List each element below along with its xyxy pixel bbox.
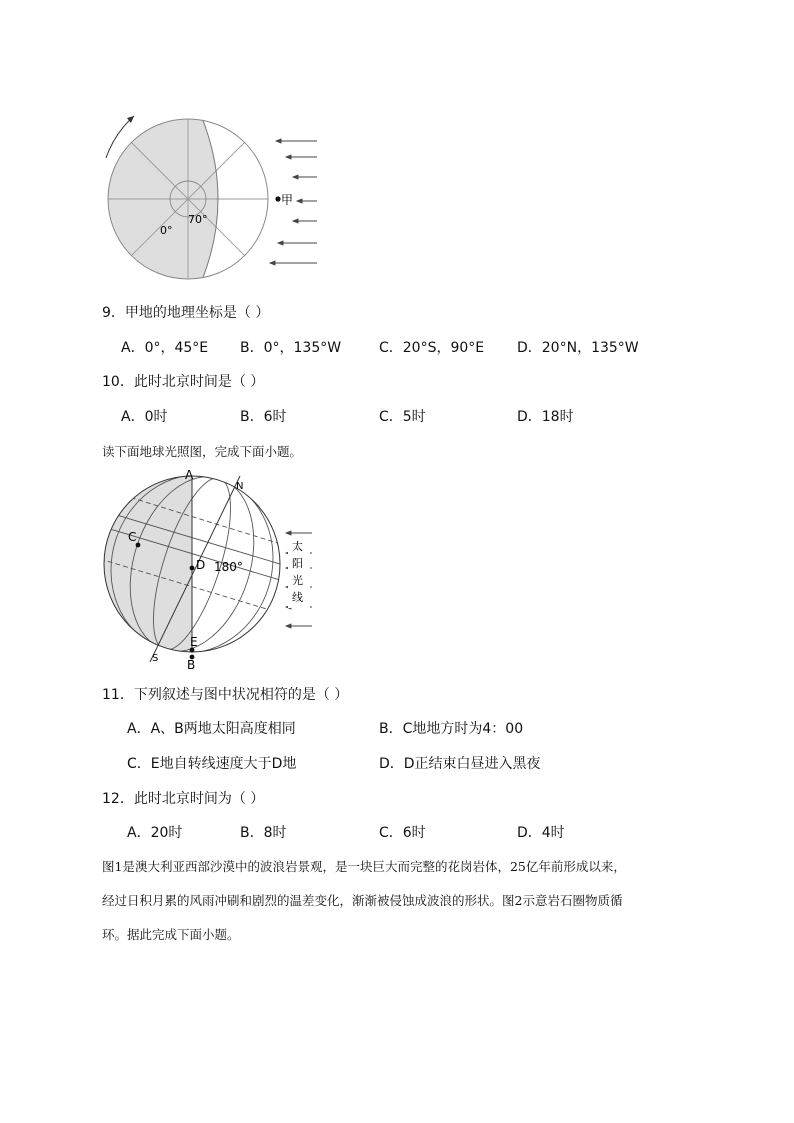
sunlight-char-1: 太 [292,540,303,553]
question-12-option-c[interactable]: C．6时 [379,825,426,841]
question-11-option-d[interactable]: D．D正结束白昼进入黑夜 [379,756,541,772]
sunlight-char-2: 阳 [292,557,303,570]
question-10-option-d[interactable]: D．18时 [517,409,574,425]
label-180: 180° [214,560,243,574]
night-region [100,466,192,666]
label-jia: 甲 [281,193,294,207]
label-b: B [187,658,196,672]
question-9-option-d[interactable]: D．20°N，135°W [517,340,639,356]
question-12-option-b[interactable]: B．8时 [240,825,287,841]
label-0: 0° [160,224,173,237]
label-d: D [196,558,206,572]
label-a: A [185,468,194,482]
question-12-option-a[interactable]: A．20时 [127,825,183,841]
question-12-option-d[interactable]: D．4时 [517,825,565,841]
intro-illumination-figure: 读下面地球光照图，完成下面小题。 [102,444,303,459]
question-10-option-a[interactable]: A．0时 [121,409,168,425]
question-9-stem: 9．甲地的地理坐标是（ ） [102,305,270,321]
passage-line-1: 图1是澳大利亚西部沙漠中的波浪岩景观，是一块巨大而完整的花岗岩体，25亿年前形成以来， [102,859,626,874]
label-c: C [128,530,137,544]
question-9-option-a[interactable]: A．0°，45°E [121,340,209,356]
sunlight-char-3: 光 [292,574,303,587]
label-70: 70° [188,213,208,226]
question-9-option-c[interactable]: C．20°S，90°E [379,340,485,356]
sunlight-arrows [270,139,317,265]
label-s: S [152,653,159,664]
question-10-option-c[interactable]: C．5时 [379,409,426,425]
passage-line-3: 环。据此完成下面小题。 [102,927,240,942]
question-9-option-b[interactable]: B．0°，135°W [240,340,342,356]
label-n: N [236,481,244,492]
passage-wave-rock [102,850,702,952]
question-11-stem: 11．下列叙述与图中状况相符的是（ ） [102,687,349,703]
point-d [190,566,195,571]
question-10-stem: 10．此时北京时间是（ ） [102,374,265,390]
figure-earth-illumination [100,466,330,676]
passage-line-2: 经过日积月累的风雨冲刷和剧烈的温差变化，渐渐被侵蚀成波浪的形状。图2示意岩石圈物质循 [102,893,623,908]
figure-polar-view [100,108,330,290]
label-e: E [190,635,198,649]
question-10-option-b[interactable]: B．6时 [240,409,287,425]
sunlight-char-4: 线 [292,591,303,604]
question-11-option-c[interactable]: C．E地自转线速度大于D地 [127,756,297,772]
point-jia [275,196,280,201]
question-11-option-a[interactable]: A．A、B两地太阳高度相同 [127,721,296,737]
question-11-option-b[interactable]: B．C地地方时为4：00 [379,721,524,737]
question-12-stem: 12．此时北京时间为（ ） [102,791,265,807]
